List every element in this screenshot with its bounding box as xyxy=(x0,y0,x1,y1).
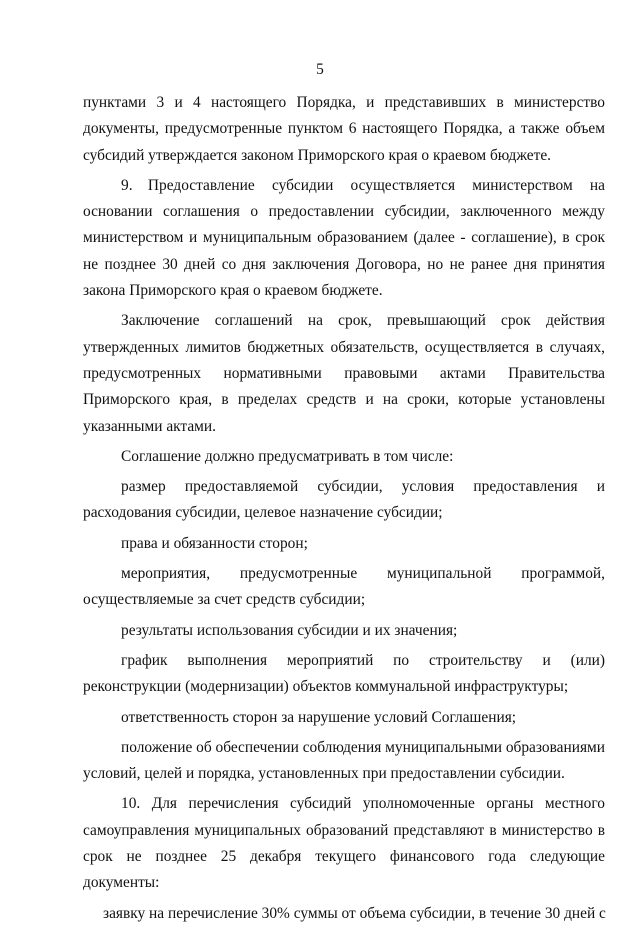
paragraph-agreement-contents-intro: Соглашение должно предусматривать в том числе: xyxy=(121,447,454,465)
list-item-subsidy-amount: размер предоставляемой субсидии, условия предоставления и расходования субсидии, целевое назначение субсидии; xyxy=(83,478,605,522)
list-item-compliance: положение об обеспечении соблюдения муниципальными образованиями условий, целей и порядка, установленных при предоставлении субсидии. xyxy=(83,738,605,783)
list-item-activities: мероприятия, предусмотренные муниципальной программой, осуществляемые за счет средств субсидии; xyxy=(83,565,605,609)
list-item-results: результаты использования субсидии и их значения; xyxy=(121,621,458,639)
paragraph-continuation: пунктами 3 и 4 настоящего Порядка, и представивших в министерство документы, предусмотренные пунктом 6 настоящего Порядка, а также объем субсидий утверждается законом Приморского края о краевом бюджете. xyxy=(83,94,605,164)
paragraph-application: заявку на перечисление 30% суммы от объема субсидии, в течение 30 дней с xyxy=(103,904,606,922)
document-body xyxy=(83,90,605,927)
page-number: 5 xyxy=(316,61,324,78)
list-item-responsibility: ответственность сторон за нарушение условий Соглашения; xyxy=(121,708,517,726)
list-item-schedule: график выполнения мероприятий по строительству и (или) реконструкции (модернизации) объектов коммунальной инфраструктуры; xyxy=(83,651,605,696)
list-item-rights-obligations: права и обязанности сторон; xyxy=(121,534,308,552)
paragraph-agreement-term: Заключение соглашений на срок, превышающий срок действия утвержденных лимитов бюджетных обязательств, осуществляется в случаях, предусмотренных нормативными правовыми актами Правительства Приморского края, в пределах средств и на сроки, которые установлены указанными актами. xyxy=(83,312,605,435)
paragraph-item-9: 9. Предоставление субсидии осуществляется министерством на основании соглашения о предоставлении субсидии, заключенного между министерством и муниципальным образованием (далее - соглашение), в срок не позднее 30 дней со дня заключения Договора, но не ранее дня принятия закона Приморского края о краевом бюджете. xyxy=(83,176,605,300)
paragraph-item-10: 10. Для перечисления субсидий уполномоченные органы местного самоуправления муниципальных образований представляют в министерство в срок не позднее 25 декабря текущего финансового года следующие документы: xyxy=(83,795,605,892)
